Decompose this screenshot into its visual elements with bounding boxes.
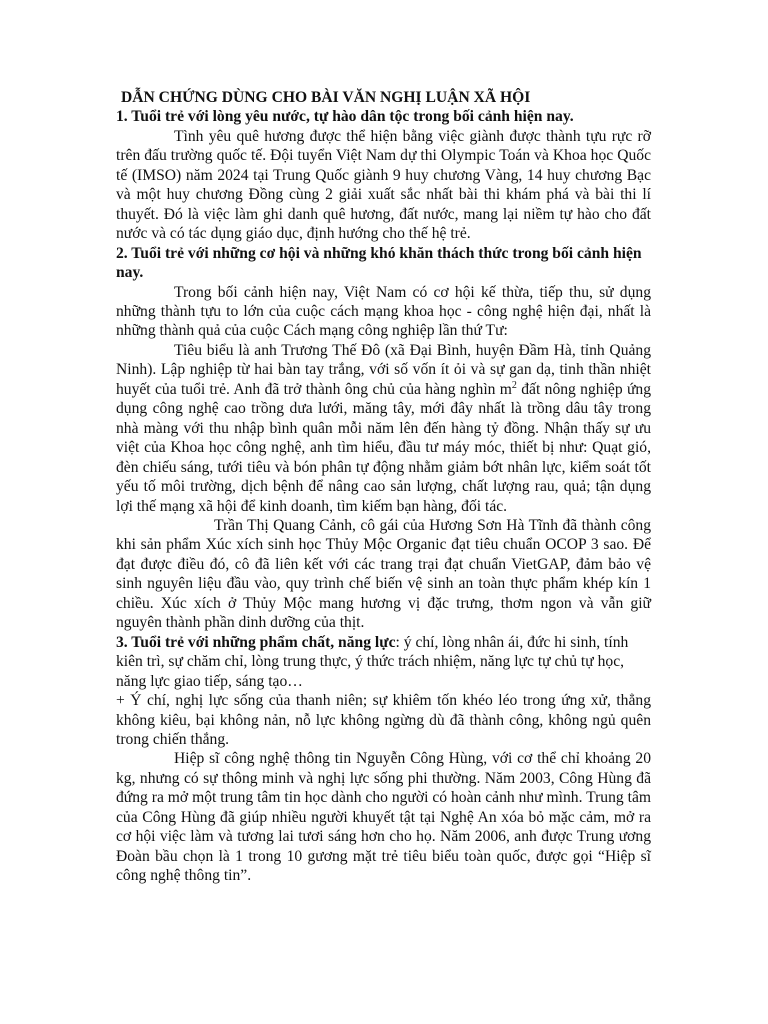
section-1-heading: 1. Tuổi trẻ với lòng yêu nước, tự hào dân tộc trong bối cảnh hiện nay. [116,108,574,126]
section-3-heading-bold: 3. Tuổi trẻ với những phẩm chất, năng lực [116,633,396,651]
section-2-paragraph-2 [116,341,651,516]
paragraph-2-text-end: đất nông nghiệp ứng dụng công nghệ cao trồng dưa lưới, măng tây, mới đây nhất là trồng dâu tây trong nhà màng với thu nhập bình quân mỗi năm lên đến hàng tỷ đồng. Nhận thấy sự ưu việt của Khoa học công nghệ, anh tìm hiểu, đầu tư máy móc, thiết bị như: Quạt gió, đèn chiếu sáng, tưới tiêu và bón phân tự động nhằm giảm bớt nhân lực, kiểm soát tốt yếu tố môi trường, dịch bệnh để nâng cao sản lượng, chất lượng rau, quả; tận dụng lợi thế mạng xã hội để kinh doanh, tìm kiếm bạn hàng, đối tác. [116,380,651,515]
section-3-paragraph-1: + Ý chí, nghị lực sống của thanh niên; sự khiêm tốn khéo léo trong ứng xử, thẳng không kiêu, bại không nản, nỗ lực không ngừng dù đã thành công, không ngủ quên trong chiến thắng. [116,692,651,748]
square-superscript: 2 [511,379,517,391]
paragraph-2-text-start: Tiêu biểu là anh Trương Thế Đô (xã Đại Bình, huyện Đầm Hà, tỉnh Quảng Ninh). Lập nghiệp từ hai bàn tay trắng, với số vốn ít ỏi và sự gan dạ, tinh thần nhiệt huyết của tuổi trẻ. Anh đã trở thành ông chủ của hàng nghìn m [116,341,651,398]
section-3-heading-tail: : ý chí, lòng nhân ái, đức hi sinh, tính kiên trì, sự chăm chỉ, lòng trung thực, ý thức trách nhiệm, năng lực tự chủ tự học, năng lực giao tiếp, sáng tạo… [116,633,629,690]
section-2-paragraph-3: Trần Thị Quang Cảnh, cô gái của Hương Sơn Hà Tĩnh đã thành công khi sản phẩm Xúc xích sinh học Thủy Mộc Organic đạt tiêu chuẩn OCOP 3 sao. Để đạt được điều đó, cô đã liên kết với các trang trại đạt chuẩn VietGAP, đảm bảo vệ sinh nguyên liệu đầu vào, quy trình chế biến vệ sinh an toàn thực phẩm khép kín 1 chiều. Xúc xích ở Thủy Mộc mang hương vị đặc trưng, thơm ngon và vẫn giữ nguyên thành phần dinh dưỡng của thịt. [116,516,651,632]
section-3-heading [116,633,651,691]
section-3-paragraph-2: Hiệp sĩ công nghệ thông tin Nguyễn Công Hùng, với cơ thể chỉ khoảng 20 kg, nhưng có sự thông minh và nghị lực sống phi thường. Năm 2003, Công Hùng đã đứng ra mở một trung tâm tin học dành cho người có hoàn cảnh như mình. Trung tâm của Công Hùng đã giúp nhiều người khuyết tật tại Nghệ An xóa bỏ mặc cảm, mở ra cơ hội việc làm và tương lai tươi sáng hơn cho họ. Năm 2006, anh được Trung ương Đoàn bầu chọn là 1 trong 10 gương mặt trẻ tiêu biểu toàn quốc, được gọi “Hiệp sĩ công nghệ thông tin”. [116,750,651,885]
section-2-paragraph-1: Trong bối cảnh hiện nay, Việt Nam có cơ hội kế thừa, tiếp thu, sử dụng những thành tựu to lớn của cuộc cách mạng khoa học - công nghệ hiện đại, nhất là những thành quả của cuộc Cách mạng công nghiệp lần thứ Tư: [116,283,651,340]
section-1-paragraph-1: Tình yêu quê hương được thể hiện bằng việc giành được thành tựu rực rỡ trên đấu trường quốc tế. Đội tuyển Việt Nam dự thi Olympic Toán và Khoa học Quốc tế (IMSO) năm 2024 tại Trung Quốc giành 9 huy chương Vàng, 14 huy chương Bạc và một huy chương Đồng cùng 2 giải xuất sắc nhất bài thi khám phá và bài thi lí thuyết. Đó là việc làm ghi danh quê hương, đất nước, mang lại niềm tự hào cho đất nước và có tác dụng giáo dục, định hướng cho thế hệ trẻ. [116,127,651,243]
document-title: DẪN CHỨNG DÙNG CHO BÀI VĂN NGHỊ LUẬN XÃ HỘI [121,89,531,106]
document-page [116,88,651,886]
section-2-heading: 2. Tuổi trẻ với những cơ hội và những khó khăn thách thức trong bối cảnh hiện nay. [116,244,642,282]
